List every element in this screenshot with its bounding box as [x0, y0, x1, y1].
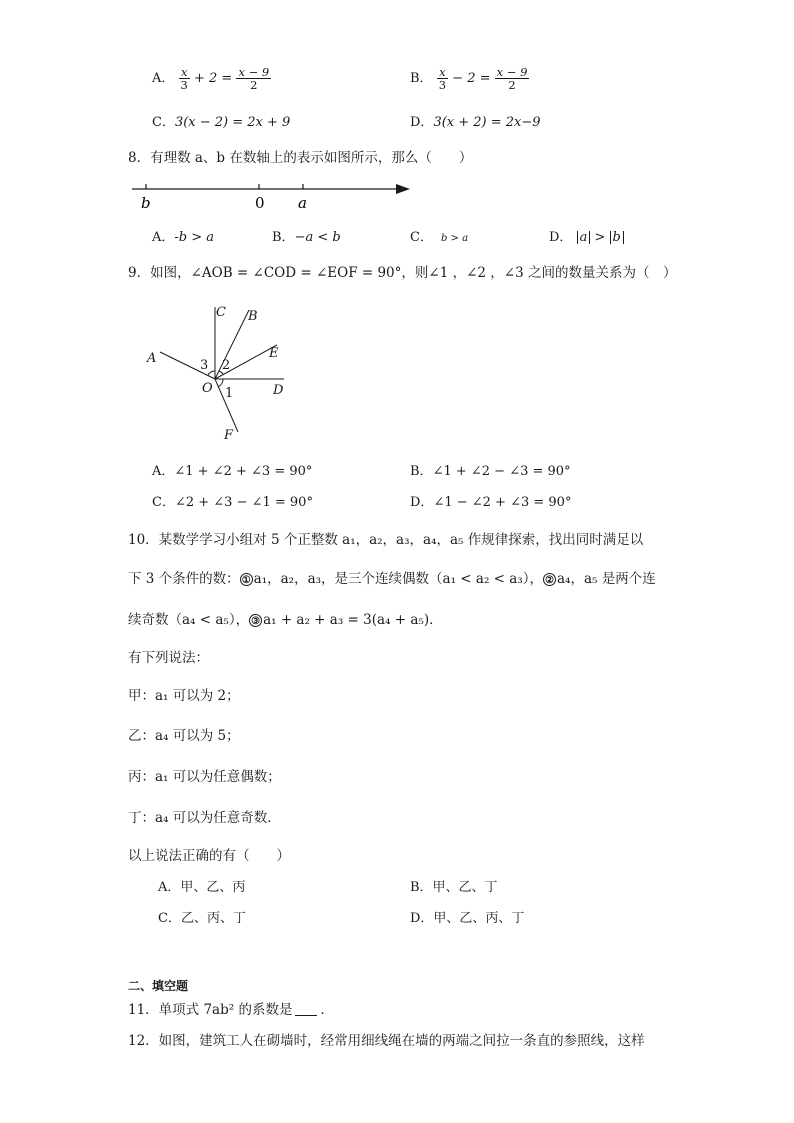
label-a: a [298, 194, 307, 212]
q10-intro: 有下列说法： [128, 650, 209, 666]
circled-number-3: ③ [249, 614, 262, 627]
q9-option-c: C．∠2 + ∠3 − ∠1 = 90° [152, 495, 313, 510]
q8-stem: 8．有理数 a、b 在数轴上的表示如图所示，那么（ ） [128, 150, 473, 166]
option-label: A． [152, 71, 175, 87]
option-label: B． [410, 71, 433, 87]
label-zero: 0 [255, 194, 265, 212]
angle-1-arc [219, 379, 224, 387]
fraction: $\frac{x - 9}{2}$ [238, 65, 270, 93]
statement-jia: 甲：a₁ 可以为 2； [128, 688, 240, 704]
option-label: D． [410, 115, 434, 130]
number-line-figure [128, 178, 428, 218]
label-D: D [273, 383, 284, 398]
q11: 11．单项式 7ab² 的系数是 ． [128, 1002, 334, 1018]
label-angle-2: 2 [222, 358, 231, 373]
q10-option-c: C．乙、丙、丁 [158, 911, 246, 926]
label-C: C [216, 305, 226, 320]
q10-option-d: D．甲、乙、丙、丁 [410, 911, 525, 926]
q9-option-d: D．∠1 − ∠2 + ∠3 = 90° [410, 495, 572, 510]
ray-ob [215, 310, 249, 379]
q9-stem: 9．如图，∠AOB = ∠COD = ∠EOF = 90°，则∠1 ，∠2 ，∠3 之间的数量关系为（ ） [128, 265, 677, 281]
fraction: $\frac{x - 9}{2}$ [496, 65, 528, 93]
q8-option-b: B．−a < b [272, 230, 341, 245]
section-title: 二、填空题 [128, 979, 189, 993]
statement-ding: 丁：a₄ 可以为任意奇数． [128, 810, 281, 826]
label-angle-1: 1 [225, 386, 234, 401]
label-B: B [248, 309, 258, 324]
label-b: b [141, 194, 151, 212]
label-O: O [202, 381, 213, 396]
fraction: $\frac{x}{3}$ [438, 65, 447, 93]
expression: − 2 = [452, 71, 491, 87]
q9-option-b: B．∠1 + ∠2 − ∠3 = 90° [410, 464, 571, 479]
circled-number-2: ② [543, 573, 556, 586]
q7-option-a [152, 66, 271, 91]
label-F: F [224, 428, 234, 443]
q8-option-d: D． a > b [549, 231, 624, 244]
q8-option-a: A．-b > a [152, 230, 215, 245]
q10-option-a: A．甲、乙、丙 [158, 880, 246, 895]
label-angle-3: 3 [200, 358, 209, 373]
expression: + 2 = [194, 71, 233, 87]
q9-option-a: A．∠1 + ∠2 + ∠3 = 90° [152, 464, 313, 479]
q7-option-b [410, 66, 529, 91]
q10-line-1: 10．某数学学习小组对 5 个正整数 a₁，a₂，a₃，a₄，a₅ 作规律探索，找出同时满足以 [128, 532, 644, 548]
q12: 12．如图，建筑工人在砌墙时，经常用细线绳在墙的两端之间拉一条直的参照线，这样 [128, 1033, 645, 1049]
label-A: A [147, 351, 157, 366]
angle-3-arc [208, 371, 215, 375]
q10-line-3: 续奇数（a₄ < a₅）， ③ a₁ + a₂ + a₃ = 3(a₄ + a₅)． [128, 612, 443, 628]
q10-line-2: 下 3 个条件的数： ① a₁，a₂，a₃，是三个连续偶数（a₁ < a₂ < a₃）， ② a₄，a₅ 是两个连 [128, 571, 656, 587]
q10-option-b: B．甲、乙、丁 [410, 880, 498, 895]
q7-option-d [410, 116, 541, 129]
arrow-head-icon [396, 184, 410, 194]
label-E: E [269, 346, 279, 361]
q8-option-c: C． b > a [410, 230, 469, 245]
expression: 3(x + 2) = 2x−9 [433, 115, 541, 130]
circled-number-1: ① [240, 573, 253, 586]
statement-bing: 丙：a₁ 可以为任意偶数； [128, 769, 281, 785]
fraction: $\frac{x}{3}$ [180, 65, 188, 93]
q7-option-c [152, 116, 290, 129]
answer-blank [295, 1015, 317, 1016]
option-label: C． [152, 115, 175, 130]
angle-figure [140, 300, 300, 450]
q10-ask: 以上说法正确的有（ ） [128, 848, 290, 864]
statement-yi: 乙：a₄ 可以为 5； [128, 728, 240, 744]
expression: 3(x − 2) = 2x + 9 [174, 115, 291, 130]
